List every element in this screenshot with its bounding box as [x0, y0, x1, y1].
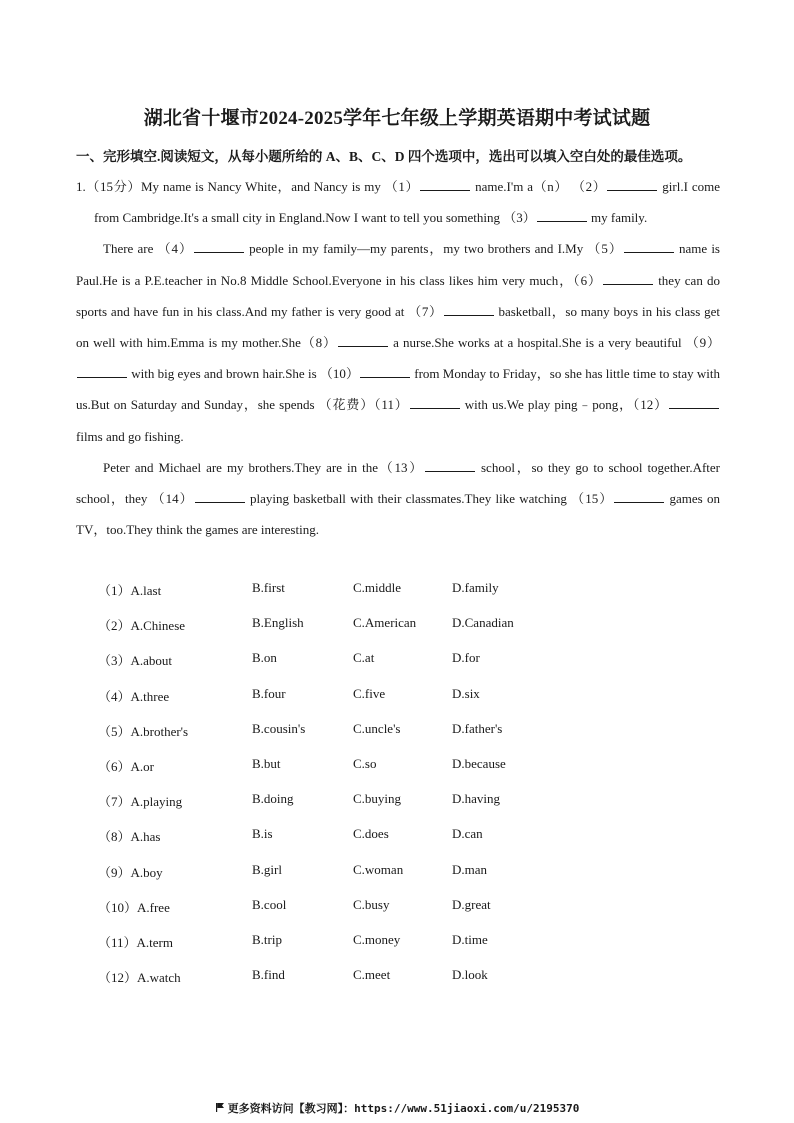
- passage-text: girl.I come from Cambridge.It's a small city in England.Now I want to tell you something （3）: [94, 179, 720, 226]
- question-points: （15分）: [85, 179, 141, 194]
- option-c[interactable]: C.money: [353, 931, 401, 947]
- options-table: [98, 580, 598, 1002]
- section-heading: 一、完形填空.阅读短文，从每小题所给的 A、B、C、D 四个选项中，选出可以填入空白处的最佳选项。: [76, 149, 692, 164]
- option-b[interactable]: B.four: [252, 685, 286, 701]
- passage-text: basketball，so many boys in his class get on well with him.Emma is my mother.She（8）: [76, 303, 721, 351]
- option-a[interactable]: （6）A.or: [98, 758, 154, 774]
- blank-9[interactable]: [77, 365, 127, 378]
- option-d[interactable]: D.look: [452, 967, 488, 983]
- option-row-9: [98, 862, 598, 897]
- passage-text: My name is Nancy White，and Nancy is my （1）: [140, 179, 420, 194]
- option-a[interactable]: （8）A.has: [98, 829, 161, 845]
- question-number: 1.: [76, 179, 86, 194]
- option-a[interactable]: （1）A.last: [98, 583, 162, 598]
- option-c[interactable]: C.busy: [353, 896, 390, 912]
- passage-text: games on TV，too.They think the games are interesting.: [76, 491, 720, 538]
- option-row-2: [98, 615, 598, 650]
- passage-text: playing basketball with their classmates.They like watching （15）: [245, 491, 614, 507]
- option-c[interactable]: C.American: [353, 615, 417, 631]
- option-c[interactable]: C.meet: [353, 967, 391, 983]
- blank-2[interactable]: [607, 178, 657, 191]
- option-b[interactable]: B.girl: [252, 861, 282, 877]
- blank-12[interactable]: [669, 396, 719, 409]
- option-a[interactable]: （2）A.Chinese: [98, 618, 186, 634]
- option-c[interactable]: C.buying: [353, 791, 402, 807]
- passage-text: school，so they go to school together.After school，they （14）: [76, 459, 720, 507]
- option-b[interactable]: B.on: [252, 650, 277, 666]
- option-b[interactable]: B.cousin's: [252, 720, 306, 736]
- blank-5[interactable]: [624, 240, 674, 253]
- option-a[interactable]: （12）A.watch: [98, 970, 181, 986]
- option-row-4: [98, 686, 598, 721]
- blank-4[interactable]: [194, 240, 244, 253]
- option-row-8: [98, 826, 598, 861]
- page-title: 湖北省十堰市2024-2025学年七年级上学期英语期中考试试题: [143, 108, 651, 129]
- passage-text: they can do sports and have fun in his class.And my father is very good at （7）: [76, 272, 721, 319]
- blank-1[interactable]: [420, 178, 470, 191]
- option-d[interactable]: D.Canadian: [452, 615, 514, 631]
- option-b[interactable]: B.find: [252, 967, 285, 983]
- option-a[interactable]: （5）A.brother's: [98, 723, 189, 739]
- option-c[interactable]: C.at: [353, 650, 375, 666]
- passage-paragraph-1: [76, 171, 720, 233]
- passage-text: with us.We play ping﹣pong，（12）: [460, 397, 668, 413]
- option-d[interactable]: D.man: [452, 861, 488, 877]
- option-d[interactable]: D.for: [452, 650, 480, 666]
- option-b[interactable]: B.but: [252, 755, 281, 771]
- option-c[interactable]: C.middle: [353, 580, 402, 595]
- blank-6[interactable]: [603, 272, 653, 285]
- option-a[interactable]: （4）A.three: [98, 688, 170, 704]
- passage-text: with big eyes and brown hair.She is （10）: [128, 366, 359, 382]
- option-row-6: [98, 756, 598, 791]
- option-row-5: [98, 721, 598, 756]
- footer: [0, 1100, 794, 1116]
- option-b[interactable]: B.doing: [252, 791, 294, 807]
- flag-icon: [215, 1102, 225, 1115]
- blank-15[interactable]: [614, 490, 664, 503]
- option-d[interactable]: D.father's: [452, 720, 503, 736]
- blank-14[interactable]: [195, 490, 245, 503]
- blank-3[interactable]: [537, 209, 587, 222]
- option-row-12: [98, 967, 598, 1002]
- passage: [76, 171, 720, 545]
- passage-text: from Monday to Friday，so she has little time to stay with us.But on Saturday and Sunday，she spends （花费）（11）: [76, 366, 720, 413]
- option-a[interactable]: （10）A.free: [98, 899, 170, 915]
- option-d[interactable]: D.great: [452, 896, 491, 912]
- passage-paragraph-2: [76, 233, 720, 451]
- passage-text: name is Paul.He is a P.E.teacher in No.8 Middle School.Everyone in his class likes him very much，（6）: [76, 241, 720, 288]
- passage-text: people in my family—my parents，my two brothers and I.My （5）: [244, 241, 623, 257]
- passage-text: my family.: [587, 210, 648, 226]
- blank-11[interactable]: [410, 396, 460, 409]
- option-c[interactable]: C.uncle's: [353, 720, 401, 736]
- option-d[interactable]: D.can: [452, 826, 483, 842]
- option-c[interactable]: C.woman: [353, 861, 404, 877]
- passage-paragraph-3: [76, 452, 720, 546]
- option-c[interactable]: C.five: [353, 685, 386, 701]
- option-b[interactable]: B.cool: [252, 896, 287, 912]
- option-row-3: [98, 650, 598, 685]
- option-b[interactable]: B.first: [252, 580, 285, 595]
- option-d[interactable]: D.having: [452, 791, 501, 807]
- option-c[interactable]: C.so: [353, 755, 377, 771]
- passage-text: a nurse.She works at a hospital.She is a very beautiful （9）: [388, 335, 721, 351]
- passage-text: name.I'm a（n） （2）: [471, 179, 607, 194]
- option-d[interactable]: D.time: [452, 931, 488, 947]
- passage-text: films and go fishing.: [76, 428, 184, 444]
- footer-link[interactable]: 更多资料访问【教习网】：https://www.51jiaoxi.com/u/2195370: [227, 1102, 580, 1115]
- blank-10[interactable]: [360, 365, 410, 378]
- option-b[interactable]: B.is: [252, 826, 273, 842]
- option-d[interactable]: D.because: [452, 755, 506, 771]
- blank-7[interactable]: [444, 303, 494, 316]
- option-row-10: [98, 897, 598, 932]
- option-d[interactable]: D.six: [452, 685, 480, 701]
- option-c[interactable]: C.does: [353, 826, 389, 842]
- option-row-7: [98, 791, 598, 826]
- option-row-1: [98, 580, 598, 615]
- option-a[interactable]: （7）A.playing: [98, 794, 183, 810]
- option-a[interactable]: （9）A.boy: [98, 864, 163, 880]
- option-b[interactable]: B.trip: [252, 931, 282, 947]
- option-row-11: [98, 932, 598, 967]
- option-a[interactable]: （3）A.about: [98, 653, 173, 669]
- passage-text: Peter and Michael are my brothers.They are in the（13）: [103, 459, 424, 475]
- passage-text: There are （4）: [103, 241, 193, 257]
- blank-13[interactable]: [425, 459, 475, 472]
- option-a[interactable]: （11）A.term: [98, 934, 173, 950]
- option-b[interactable]: B.English: [252, 615, 304, 631]
- option-d[interactable]: D.family: [452, 580, 499, 595]
- blank-8[interactable]: [338, 334, 388, 347]
